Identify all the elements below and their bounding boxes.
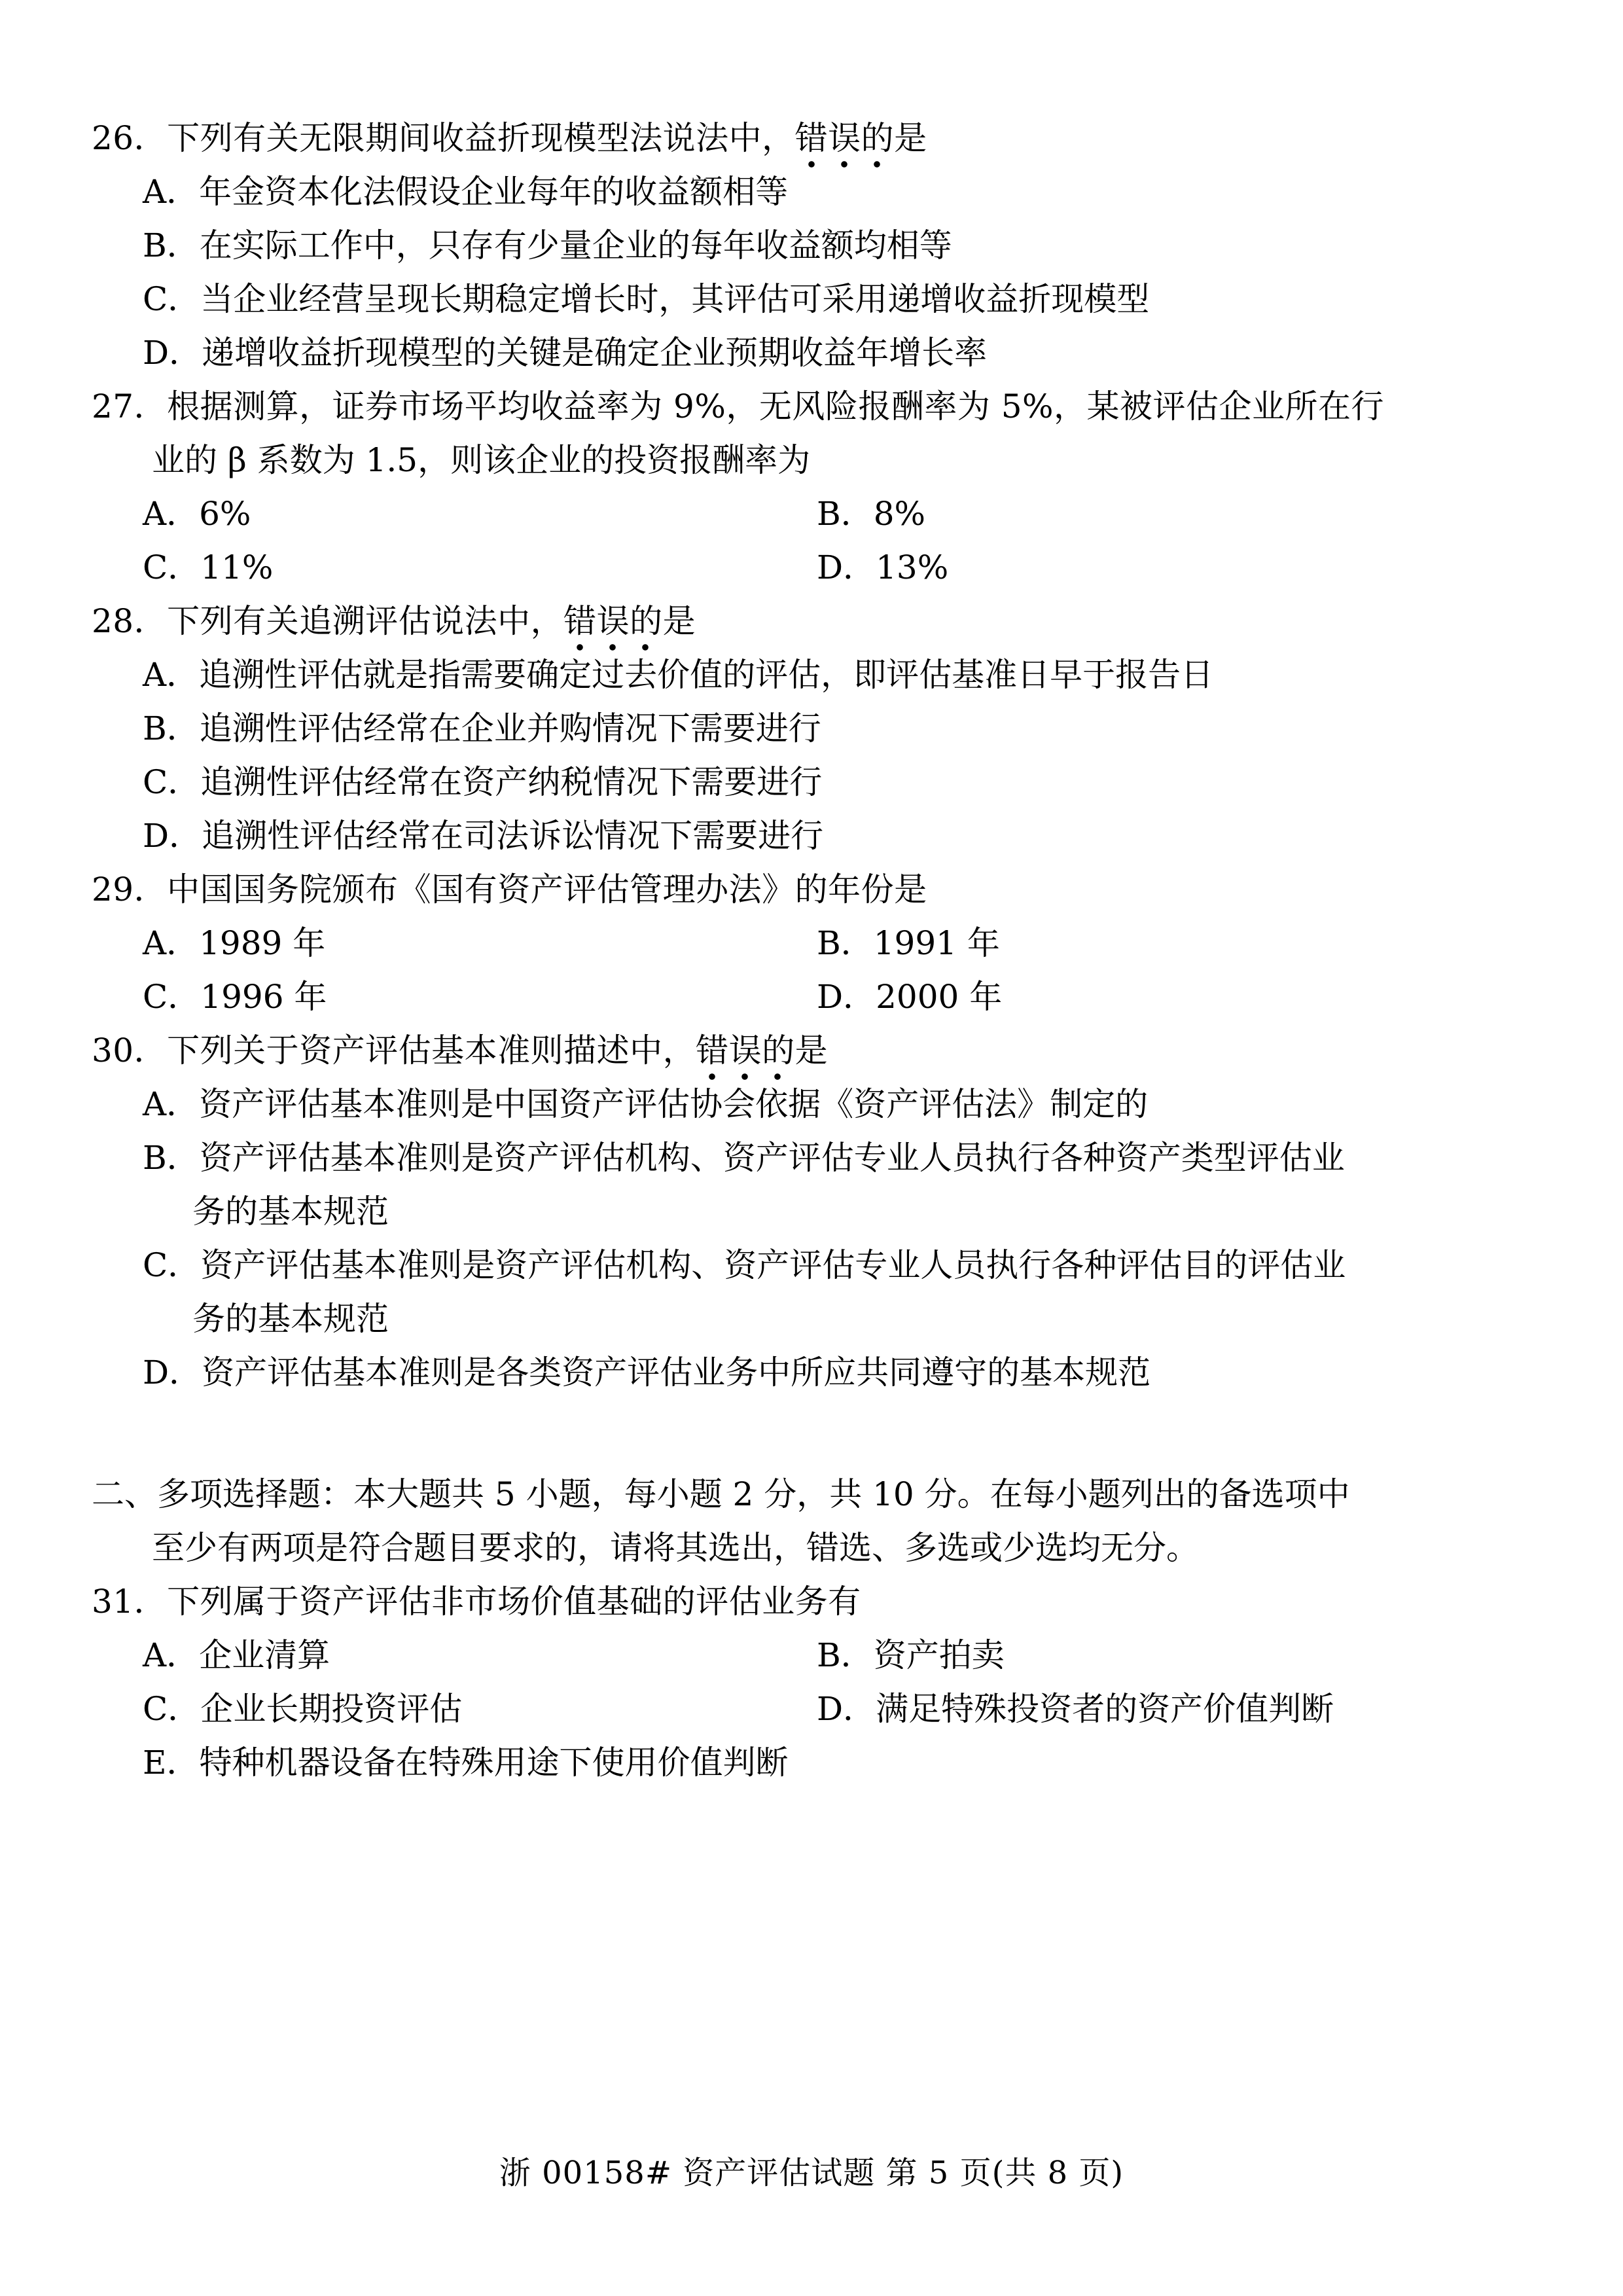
option-text-a: 追溯性评估就是指需要确定过去价值的评估，即评估基准日早于报告日 bbox=[199, 656, 1214, 694]
section-spacer bbox=[92, 1399, 1525, 1433]
question-31-option-a[interactable] bbox=[143, 1628, 817, 1682]
question-26 bbox=[92, 111, 1525, 380]
option-label-d: D． bbox=[143, 334, 202, 372]
question-27-stem-line-2: 业的 β 系数为 1.5，则该企业的投资报酬率为 bbox=[152, 441, 811, 479]
question-28-option-a[interactable] bbox=[92, 648, 1525, 702]
option-text-a: 企业清算 bbox=[199, 1636, 330, 1674]
option-text-c: 11% bbox=[200, 548, 274, 586]
option-label-b: B． bbox=[143, 709, 200, 747]
question-26-stem-text bbox=[167, 111, 1525, 165]
section-two-line-1-row bbox=[92, 1467, 1525, 1521]
question-29-option-d[interactable] bbox=[817, 970, 1002, 1024]
option-text-b-continuation: 务的基本规范 bbox=[192, 1193, 389, 1230]
question-29-number: 29． bbox=[92, 870, 168, 908]
question-29-stem bbox=[92, 863, 1525, 916]
option-text-b: 资产评估基本准则是资产评估机构、资产评估专业人员执行各种资产类型评估业 bbox=[199, 1139, 1345, 1177]
option-label-c: C． bbox=[143, 1246, 201, 1284]
option-text-c-continuation: 务的基本规范 bbox=[192, 1300, 389, 1338]
option-label-a: A． bbox=[143, 924, 200, 962]
question-31-stem bbox=[92, 1575, 1525, 1628]
option-text-c: 当企业经营呈现长期稳定增长时，其评估可采用递增收益折现模型 bbox=[200, 280, 1150, 318]
option-label-d: D． bbox=[143, 1354, 202, 1391]
option-text-c: 企业长期投资评估 bbox=[200, 1690, 463, 1728]
question-26-emphasis: 错误的 bbox=[795, 111, 895, 165]
option-text-a: 年金资本化法假设企业每年的收益额相等 bbox=[199, 173, 789, 211]
question-29-options-row-1 bbox=[92, 916, 1525, 970]
question-30-option-d[interactable] bbox=[92, 1346, 1525, 1399]
question-27-option-d[interactable] bbox=[817, 541, 948, 594]
option-text-c: 追溯性评估经常在资产纳税情况下需要进行 bbox=[200, 763, 823, 801]
page-footer: 浙 00158# 资产评估试题 第 5 页(共 8 页) bbox=[499, 2155, 1124, 2191]
question-31-number: 31． bbox=[92, 1583, 168, 1621]
option-text-c: 1996 年 bbox=[200, 978, 327, 1016]
question-30-option-b[interactable] bbox=[92, 1131, 1525, 1185]
question-26-option-a[interactable] bbox=[92, 165, 1525, 219]
option-text-b: 1991 年 bbox=[873, 924, 1000, 962]
question-30-stem-text bbox=[167, 1024, 1525, 1077]
question-30-option-b-continuation-row bbox=[92, 1185, 1525, 1238]
question-30-number: 30． bbox=[92, 1031, 168, 1069]
question-30-emphasis: 错误的 bbox=[696, 1024, 795, 1077]
section-two-line-1: 多项选择题：本大题共 5 小题，每小题 2 分，共 10 分。在每小题列出的备选项中 bbox=[157, 1475, 1350, 1513]
question-29 bbox=[92, 863, 1525, 1024]
option-text-c: 资产评估基本准则是资产评估机构、资产评估专业人员执行各种评估目的评估业 bbox=[200, 1246, 1346, 1284]
question-27-options-row-2 bbox=[92, 541, 1525, 594]
option-text-a: 资产评估基本准则是中国资产评估协会依据《资产评估法》制定的 bbox=[199, 1085, 1149, 1123]
option-label-c: C． bbox=[143, 978, 201, 1016]
option-text-d: 2000 年 bbox=[876, 978, 1003, 1016]
question-27-option-c[interactable] bbox=[143, 541, 817, 594]
question-28-stem-after: 是 bbox=[662, 602, 696, 640]
question-27-number: 27． bbox=[92, 387, 168, 425]
question-27 bbox=[92, 380, 1525, 594]
option-text-b: 8% bbox=[873, 495, 926, 533]
option-label-c: C． bbox=[143, 548, 201, 586]
option-label-c: C． bbox=[143, 1690, 201, 1728]
option-text-b: 在实际工作中，只存有少量企业的每年收益额均相等 bbox=[199, 226, 952, 264]
question-28-number: 28． bbox=[92, 602, 168, 640]
option-text-a: 6% bbox=[199, 495, 251, 533]
option-label-b: B． bbox=[143, 226, 200, 264]
question-28-stem bbox=[92, 594, 1525, 648]
option-text-d: 资产评估基本准则是各类资产评估业务中所应共同遵守的基本规范 bbox=[202, 1354, 1151, 1391]
question-28-stem-text bbox=[167, 594, 1525, 648]
option-label-c: C． bbox=[143, 280, 201, 318]
option-label-b: B． bbox=[817, 495, 874, 533]
question-29-option-a[interactable] bbox=[143, 916, 817, 970]
question-29-option-b[interactable] bbox=[817, 916, 1000, 970]
indent-spacer bbox=[143, 1292, 192, 1346]
question-31-stem-text: 下列属于资产评估非市场价值基础的评估业务有 bbox=[167, 1583, 861, 1621]
section-two-heading bbox=[92, 1467, 1525, 1575]
question-26-stem bbox=[92, 111, 1525, 165]
question-27-stem-line-1: 根据测算，证券市场平均收益率为 9%，无风险报酬率为 5%，某被评估企业所在行 bbox=[167, 387, 1385, 425]
option-label-a: A． bbox=[143, 173, 200, 211]
option-label-d: D． bbox=[817, 548, 876, 586]
indent-spacer bbox=[92, 1521, 152, 1575]
option-label-b: B． bbox=[817, 1636, 874, 1674]
question-30-option-a[interactable] bbox=[92, 1077, 1525, 1131]
option-label-e: E． bbox=[143, 1744, 200, 1782]
question-28-option-d[interactable] bbox=[92, 809, 1525, 863]
question-30-stem bbox=[92, 1024, 1525, 1077]
question-28-stem-before: 下列有关追溯评估说法中， bbox=[167, 602, 564, 640]
option-label-d: D． bbox=[143, 817, 202, 855]
option-label-d: D． bbox=[817, 1690, 876, 1728]
question-27-options-row-1 bbox=[92, 487, 1525, 541]
question-26-option-c[interactable] bbox=[92, 272, 1525, 326]
question-26-stem-before: 下列有关无限期间收益折现模型法说法中， bbox=[167, 119, 795, 157]
option-label-a: A． bbox=[143, 495, 200, 533]
option-label-b: B． bbox=[817, 924, 874, 962]
option-label-c: C． bbox=[143, 763, 201, 801]
question-29-options-row-2 bbox=[92, 970, 1525, 1024]
question-26-stem-after: 是 bbox=[894, 119, 927, 157]
option-label-d: D． bbox=[817, 978, 876, 1016]
section-two-line-2: 至少有两项是符合题目要求的，请将其选出，错选、多选或少选均无分。 bbox=[152, 1529, 1199, 1567]
question-28-emphasis: 错误的 bbox=[563, 594, 663, 648]
question-29-stem-text: 中国国务院颁布《国有资产评估管理办法》的年份是 bbox=[167, 870, 927, 908]
question-27-option-b[interactable] bbox=[817, 487, 925, 541]
question-28 bbox=[92, 594, 1525, 863]
question-31 bbox=[92, 1575, 1525, 1789]
option-text-d: 追溯性评估经常在司法诉讼情况下需要进行 bbox=[202, 817, 824, 855]
question-27-stem-line-2-row bbox=[92, 433, 1525, 487]
question-31-options-row-2 bbox=[92, 1682, 1525, 1736]
question-27-stem bbox=[92, 380, 1525, 433]
section-two-line-2-row bbox=[92, 1521, 1525, 1575]
option-text-b: 资产拍卖 bbox=[873, 1636, 1005, 1674]
option-text-d: 递增收益折现模型的关键是确定企业预期收益年增长率 bbox=[202, 334, 988, 372]
question-26-option-d[interactable] bbox=[92, 326, 1525, 380]
option-text-d: 满足特殊投资者的资产价值判断 bbox=[876, 1690, 1334, 1728]
question-30-stem-before: 下列关于资产评估基本准则描述中， bbox=[167, 1031, 696, 1069]
question-26-number: 26． bbox=[92, 119, 168, 157]
option-label-a: A． bbox=[143, 1085, 200, 1123]
question-31-option-d[interactable] bbox=[817, 1682, 1334, 1736]
question-31-option-e[interactable] bbox=[92, 1736, 1525, 1789]
question-29-option-c[interactable] bbox=[143, 970, 817, 1024]
question-30-stem-after: 是 bbox=[794, 1031, 829, 1069]
section-two-marker: 二、 bbox=[92, 1475, 157, 1513]
question-31-option-b[interactable] bbox=[817, 1628, 1005, 1682]
option-label-a: A． bbox=[143, 1636, 200, 1674]
question-27-option-a[interactable] bbox=[143, 487, 817, 541]
option-text-e: 特种机器设备在特殊用途下使用价值判断 bbox=[199, 1744, 789, 1782]
option-label-b: B． bbox=[143, 1139, 200, 1177]
question-26-option-b[interactable] bbox=[92, 219, 1525, 272]
option-text-a: 1989 年 bbox=[199, 924, 326, 962]
question-30-option-c-continuation-row bbox=[92, 1292, 1525, 1346]
indent-spacer bbox=[92, 433, 152, 487]
question-31-options-row-1 bbox=[92, 1628, 1525, 1682]
question-31-option-c[interactable] bbox=[143, 1682, 817, 1736]
question-28-option-c[interactable] bbox=[92, 755, 1525, 809]
indent-spacer bbox=[143, 1185, 192, 1238]
question-30-option-c[interactable] bbox=[92, 1238, 1525, 1292]
option-label-a: A． bbox=[143, 656, 200, 694]
question-30 bbox=[92, 1024, 1525, 1399]
option-text-d: 13% bbox=[876, 548, 949, 586]
question-28-option-b[interactable] bbox=[92, 702, 1525, 755]
option-text-b: 追溯性评估经常在企业并购情况下需要进行 bbox=[199, 709, 821, 747]
